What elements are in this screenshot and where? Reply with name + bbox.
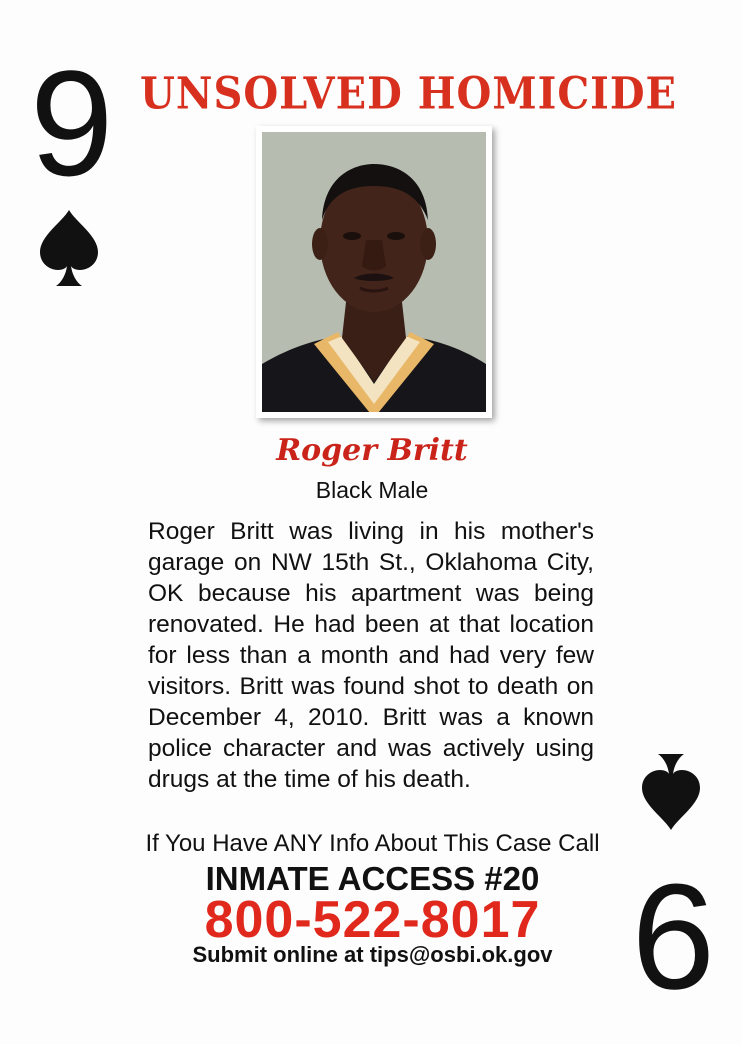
tip-phone-number: 800-522-8017 bbox=[204, 891, 541, 949]
victim-name: Roger Britt bbox=[276, 433, 468, 468]
portrait-image bbox=[262, 132, 486, 412]
spade-icon bbox=[38, 208, 100, 288]
inmate-access-line: INMATE ACCESS #20 bbox=[205, 860, 540, 897]
victim-descriptor: Black Male bbox=[315, 477, 429, 503]
headline-unsolved-homicide: UNSOLVED HOMICIDE bbox=[140, 68, 678, 120]
card-rank-top: 9 bbox=[30, 39, 114, 207]
card-rank-bottom bbox=[632, 853, 716, 1021]
tip-prompt: If You Have ANY Info About This Case Call bbox=[145, 830, 600, 857]
spade-icon bbox=[640, 752, 702, 832]
victim-photo bbox=[256, 126, 492, 418]
case-description: Roger Britt was living in his mother's garage on NW 15th St., Oklahoma City, OK because his apartment was being renovated. He had been at that location for less than a month and had very few visitors. Britt was found shot to death on December 4, 2010. Britt was a known police character and was actively using drugs at the time of his death. bbox=[148, 518, 594, 793]
online-submit-line: Submit online at tips@osbi.ok.gov bbox=[192, 942, 553, 967]
card-rank-bottom-text: 9 bbox=[632, 853, 716, 1021]
